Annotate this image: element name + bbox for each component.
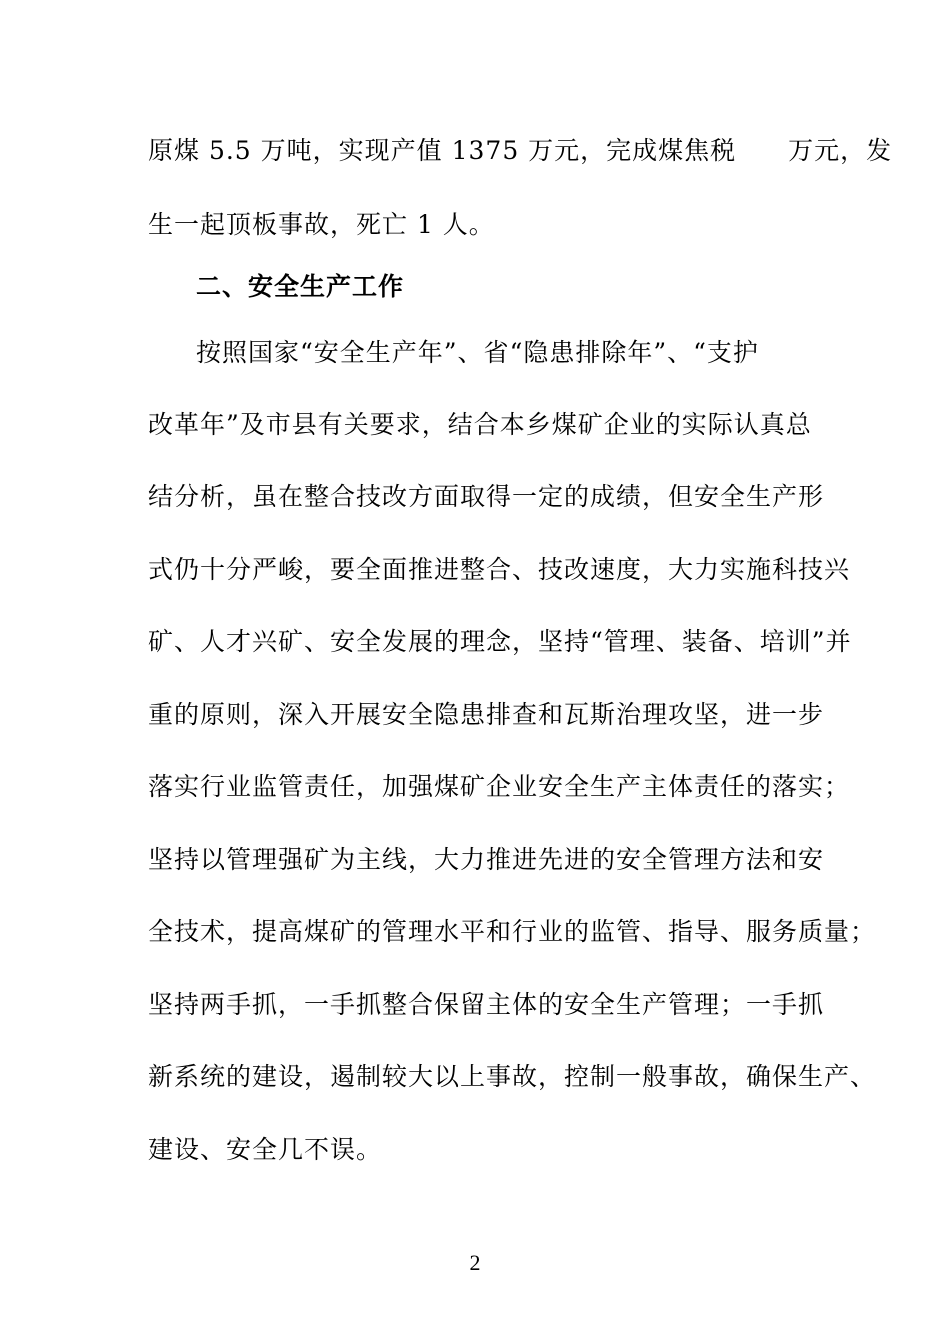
paragraph-line: 坚持以管理强矿为主线，大力推进先进的安全管理方法和安 [148,845,825,874]
section-heading: 二、安全生产工作 [196,272,405,301]
paragraph-line: 式仍十分严峻，要全面推进整合、技改速度，大力实施科技兴 [148,555,851,584]
page-number: 2 [469,1250,481,1275]
paragraph-line: 原煤 5.5 万吨，实现产值 1375 万元，完成煤焦税 万元，发 [148,136,893,165]
paragraph-line: 矿、人才兴矿、安全发展的理念，坚持“管理、装备、培训”并 [148,627,852,656]
paragraph-line: 按照国家“安全生产年”、省“隐患排除年”、“支护 [196,338,759,367]
paragraph-line: 坚持两手抓，一手抓整合保留主体的安全生产管理；一手抓 [148,990,825,1019]
paragraph-line: 生一起顶板事故，死亡 1 人。 [148,210,495,239]
paragraph-line: 结分析，虽在整合技改方面取得一定的成绩，但安全生产形 [148,482,825,511]
paragraph-line: 全技术，提高煤矿的管理水平和行业的监管、指导、服务质量； [148,917,877,946]
paragraph-line: 重的原则，深入开展安全隐患排查和瓦斯治理攻坚，进一步 [148,700,825,729]
paragraph-line: 改革年”及市县有关要求，结合本乡煤矿企业的实际认真总 [148,410,812,439]
paragraph-line: 新系统的建设，遏制较大以上事故，控制一般事故，确保生产、 [148,1062,877,1091]
paragraph-line: 建设、安全几不误。 [148,1135,383,1164]
paragraph-line: 落实行业监管责任，加强煤矿企业安全生产主体责任的落实； [148,772,851,801]
